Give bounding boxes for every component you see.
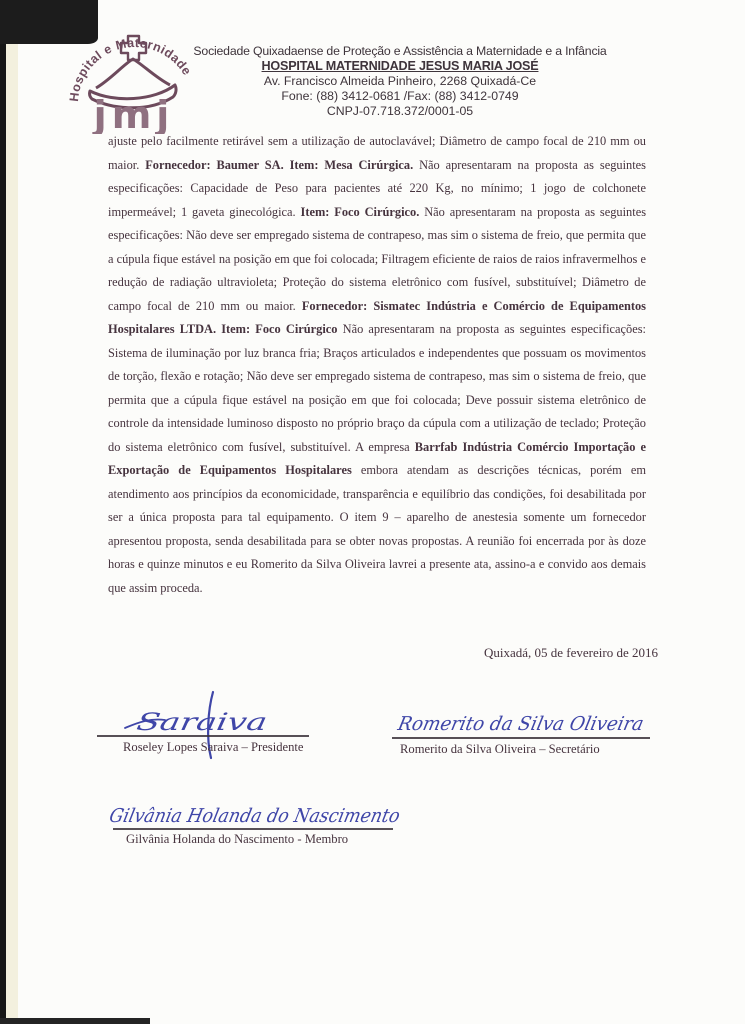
signatory-name-membro: Gilvânia Holanda do Nascimento - Membro	[126, 832, 349, 846]
signatory-name-presidente: Roseley Lopes Saraiva – Presidente	[123, 740, 304, 754]
scan-artifact-left-edge	[0, 0, 6, 1024]
signature-script-text: Romerito da Silva Oliveira	[396, 712, 656, 735]
minutes-body-paragraph: ajuste pelo facilmente retirável sem a utilização de autoclavável; Diâmetro de campo focal de 210 mm ou maior. Fornecedor: Baumer SA. Item: Mesa Cirúrgica. Não apresentaram na proposta as seguintes especificações: Capacidade de Peso para pacientes até 220 Kg, no mínimo; 1 jogo de colchonete impermeável; 1 gaveta ginecológica. Item: Foco Cirúrgico. Não apresentaram na proposta as seguintes especificações: Não deve ser empregado sistema de contrapeso, mas sim o sistema de freio, que permita que a cúpula fique estável na posição em que foi colocada; Filtragem eficiente de raios de raios infravermelhos e redução de radiação ultravioleta; Proteção do sistema eletrônico com fusível, substituível; Diâmetro de campo focal de 210 mm ou maior. Fornecedor: Sismatec Indústria e Comércio de Equipamentos Hospitalares LTDA. Item: Foco Cirúrgico Não apresentaram na proposta as seguintes especificações: Sistema de iluminação por luz branca fria; Braços articulados e independentes que possuam os movimentos de torção, flexão e rotação; Não deve ser empregado sistema de contrapeso, mas sim o sistema de freio, que permita que a cúpula fique estável na posição em que foi colocada; Deve possuir sistema eletrônico de controle da intensidade luminoso disposto no próprio braço da cúpula com a utilização de teclado; Proteção do sistema eletrônico com fusível, substituível. A empresa Barrfab Indústria Comércio Importação e Exportação de Equipamentos Hospitalares embora atendam as descrições técnicas, porém em atendimento aos princípios da economicidade, transparência e equilíbrio das condições, foi desabilitada por ser a única proposta para tal equipamento. O item 9 – aparelho de anestesia somente um fornecedor apresentou proposta, senda desabilitada para se obter novas propostas. A reunião foi encerrada por às doze horas e quinze minutos e eu Romerito da Silva Oliveira lavrei a presente ata, assino-a e convido aos demais que assim proceda.	[108, 134, 647, 595]
signature-script-text: Gilvânia Holanda do Nascimento	[107, 804, 429, 827]
address-line: Av. Francisco Almeida Pinheiro, 2268 Quixadá-Ce	[263, 74, 537, 88]
logo-monogram: jmj	[93, 93, 175, 134]
signature-rule	[97, 735, 309, 737]
cnpj-line: CNPJ-07.718.372/0001-05	[326, 104, 474, 118]
scan-artifact-paper-edge	[6, 0, 18, 1024]
letterhead	[150, 44, 650, 118]
signature-block-membro	[100, 786, 429, 856]
phone-fax-line: Fone: (88) 3412-0681 /Fax: (88) 3412-0749	[281, 89, 519, 103]
hospital-name: HOSPITAL MATERNIDADE JESUS MARIA JOSÉ	[261, 59, 539, 73]
scan-artifact-bottom-edge	[0, 1018, 150, 1024]
signature-block-presidente	[95, 688, 310, 763]
signature-block-secretario	[388, 688, 656, 763]
signature-script-text: Saraiva	[134, 708, 232, 736]
date-place-line: Quixadá, 05 de fevereiro de 2016	[484, 645, 658, 660]
signatory-name-secretario: Romerito da Silva Oliveira – Secretário	[400, 742, 600, 756]
signature-rule	[113, 828, 393, 830]
logo-arc-text: Hospital e Maternidade	[66, 35, 195, 103]
organization-name: Sociedade Quixadaense de Proteção e Assistência a Maternidade e a Infância	[193, 44, 607, 58]
signature-rule	[392, 737, 650, 739]
